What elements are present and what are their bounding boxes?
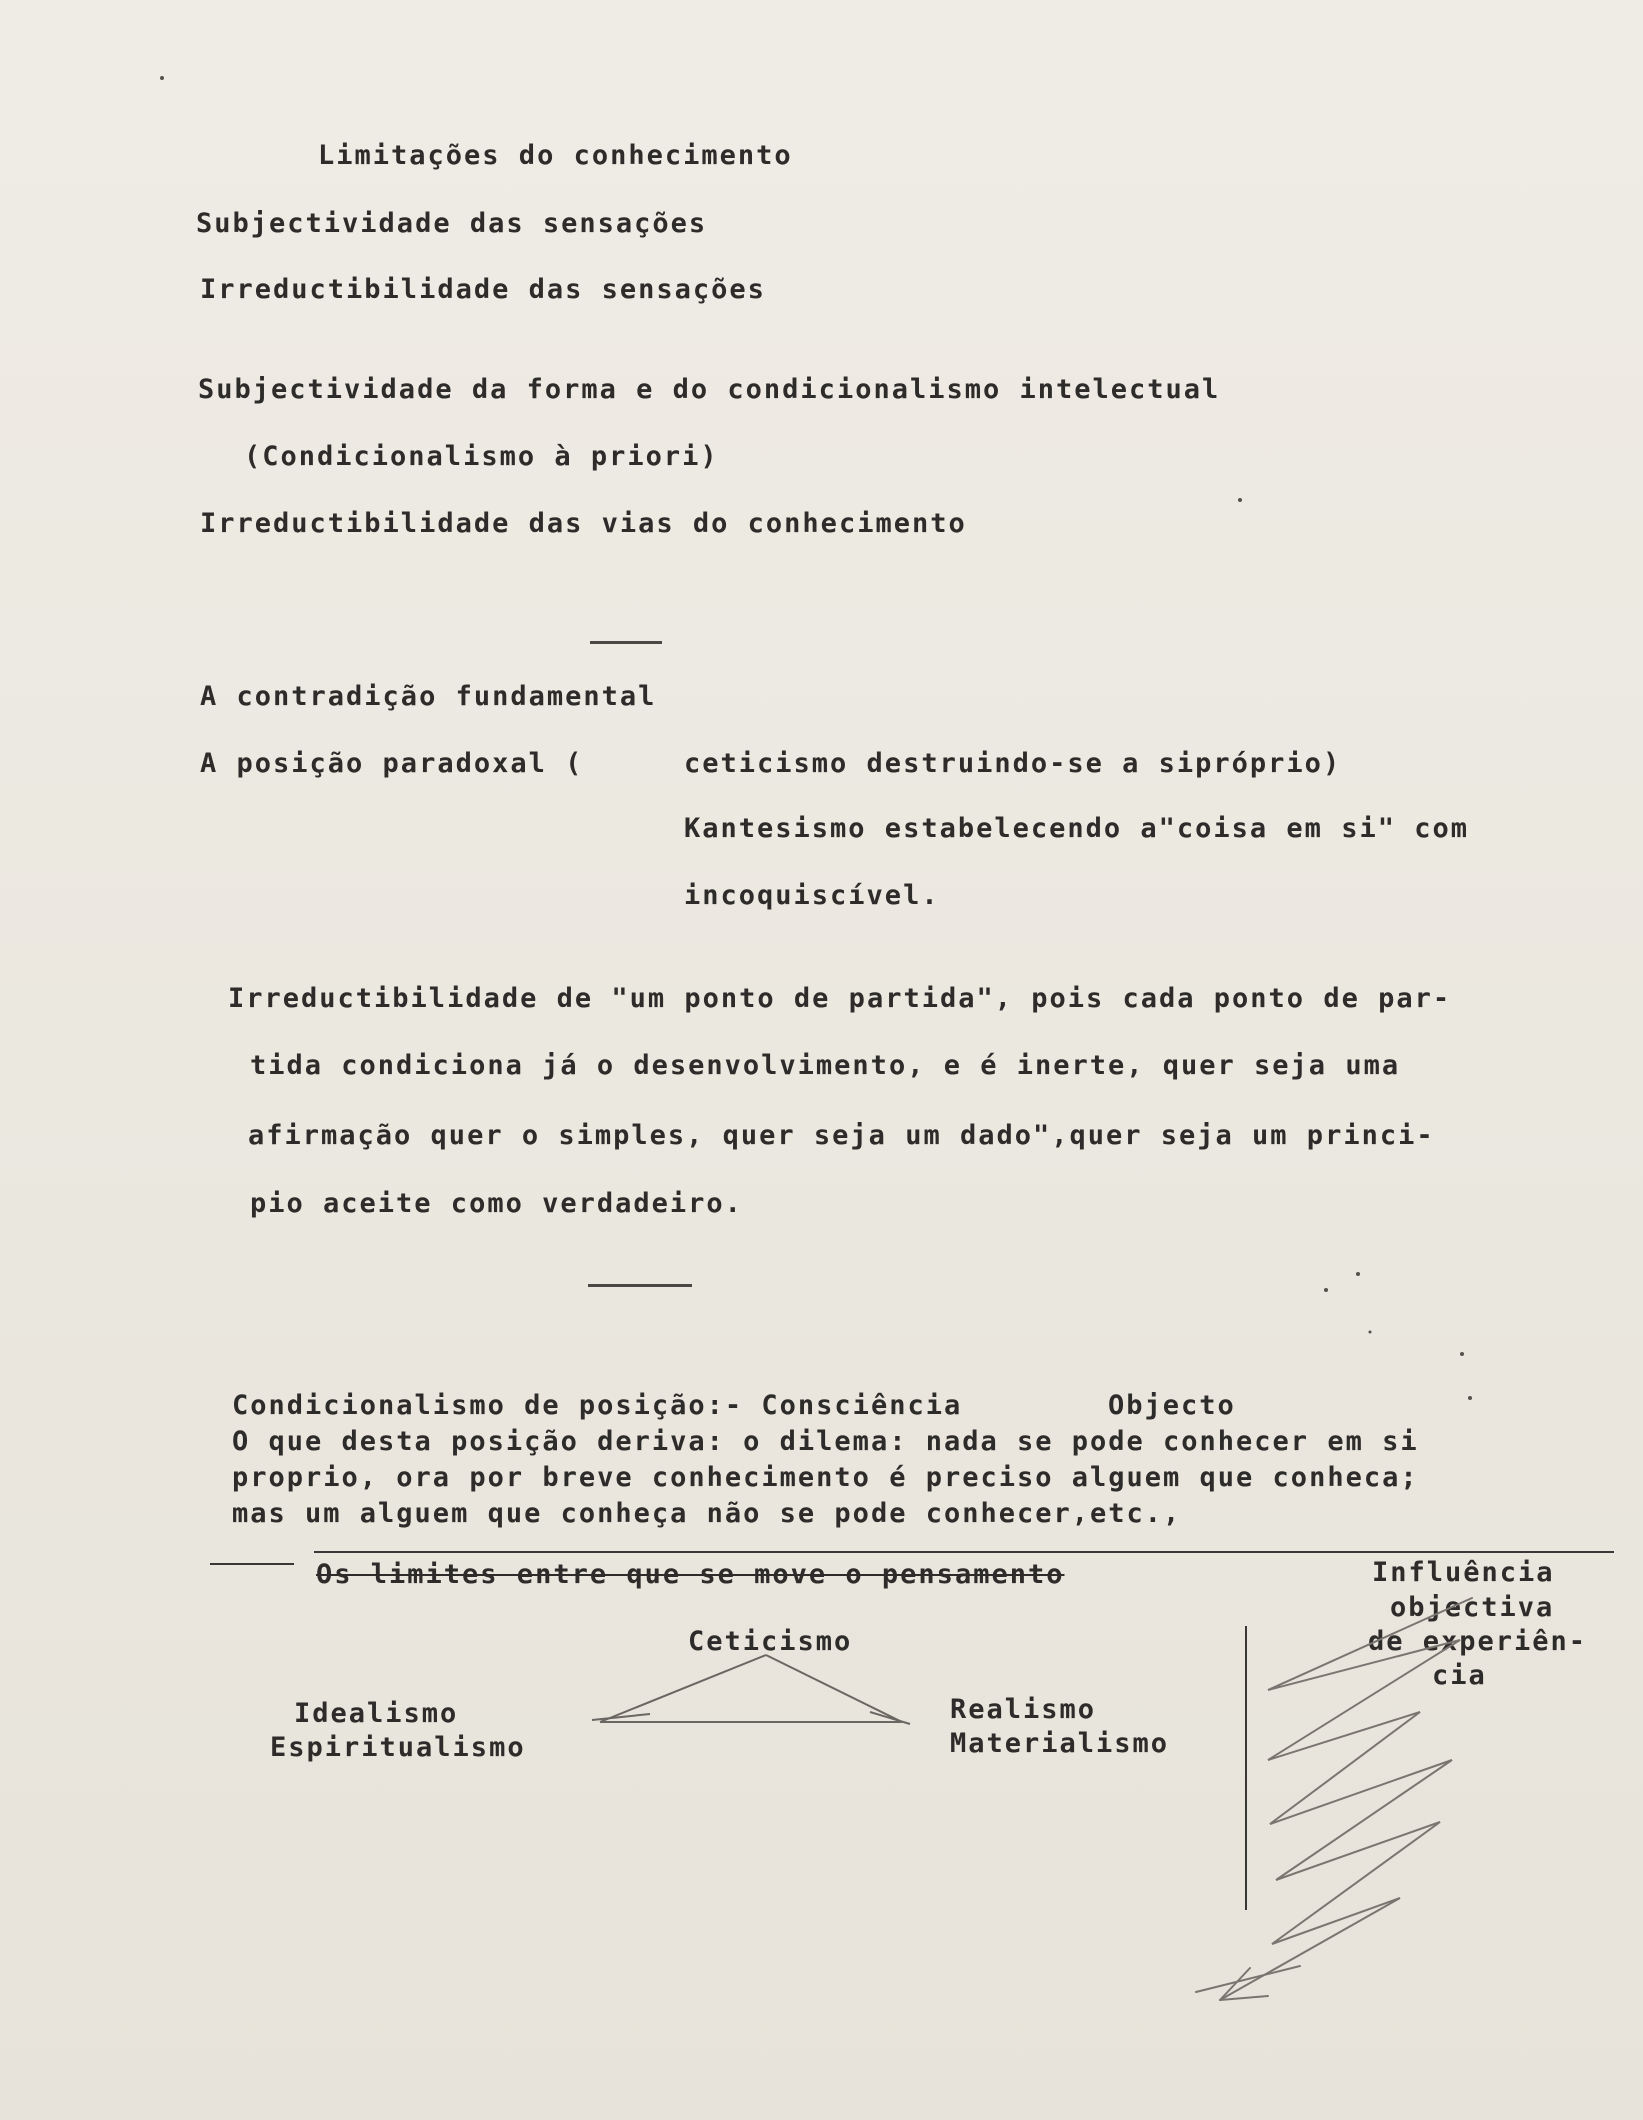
side-note-line: Influência xyxy=(1372,1557,1555,1588)
text-line: Subjectividade das sensações xyxy=(196,208,708,239)
diagram-right-label: Realismo xyxy=(950,1694,1097,1725)
text-line: Subjectividade da forma e do condicionalismo intelectual xyxy=(198,374,1221,405)
triangle-tick xyxy=(870,1712,910,1724)
rule-left-segment xyxy=(210,1563,294,1565)
text-line: Irreductibilidade de "um ponto de partida", pois cada ponto de par- xyxy=(228,983,1452,1014)
text-line: A posição paradoxal ( xyxy=(200,748,584,779)
diagram-left-label: Espiritualismo xyxy=(270,1732,526,1763)
arrow-head-stroke xyxy=(1220,1996,1268,2000)
text-line: Kantesismo estabelecendo a"coisa em si" com xyxy=(684,813,1469,844)
text-line: Irreductibilidade das sensações xyxy=(200,274,766,305)
diagram-heading: Os limites entre que se move o pensamento xyxy=(316,1559,1065,1590)
text-line: incoquiscível. xyxy=(684,880,940,911)
triangle-tick xyxy=(592,1714,650,1720)
triangle-right-side xyxy=(766,1655,902,1722)
horizontal-rule xyxy=(314,1551,1614,1553)
text-line: proprio, ora por breve conhecimento é preciso alguem que conheca; xyxy=(232,1462,1419,1493)
text-line: Condicionalismo de posição:- Consciência xyxy=(232,1390,963,1421)
text-line: O que desta posição deriva: o dilema: nada se pode conhecer em si xyxy=(232,1426,1419,1457)
arrow-head-stroke xyxy=(1196,1966,1300,1992)
triangle-shape xyxy=(592,1655,910,1724)
text-line: (Condicionalismo à priori) xyxy=(244,441,719,472)
section-divider xyxy=(588,1284,692,1287)
diagram-left-label: Idealismo xyxy=(294,1698,459,1729)
pencil-zigzag-arrow xyxy=(1196,1598,1472,2000)
arrow-head-stroke xyxy=(1220,1968,1250,2000)
text-line: ceticismo destruindo-se a siprópriо) xyxy=(684,748,1342,779)
section-title: Limitações do conhecimento xyxy=(318,140,793,171)
triangle-left-side xyxy=(600,1655,766,1722)
side-note-line: cia xyxy=(1432,1660,1487,1691)
text-line: mas um alguem que conheça não se pode conhecer,etc., xyxy=(232,1498,1182,1529)
text-line: pio aceite como verdadeiro. xyxy=(250,1188,743,1219)
diagram-apex-label: Ceticismo xyxy=(688,1626,853,1657)
text-line: tida condiciona já o desenvolvimento, e é inerte, quer seja uma xyxy=(250,1050,1401,1081)
text-line: afirmação quer o simples, quer seja um dado",quer seja um princi- xyxy=(248,1120,1435,1151)
side-note-line: de experiên- xyxy=(1368,1626,1588,1657)
section-divider xyxy=(590,641,662,644)
text-line: Objecto xyxy=(1108,1390,1236,1421)
text-line: A contradição fundamental xyxy=(200,681,657,712)
side-note-line: objectiva xyxy=(1390,1592,1555,1623)
text-line: Irreductibilidade das vias do conhecimento xyxy=(200,508,967,539)
diagram-right-label: Materialismo xyxy=(950,1728,1170,1759)
